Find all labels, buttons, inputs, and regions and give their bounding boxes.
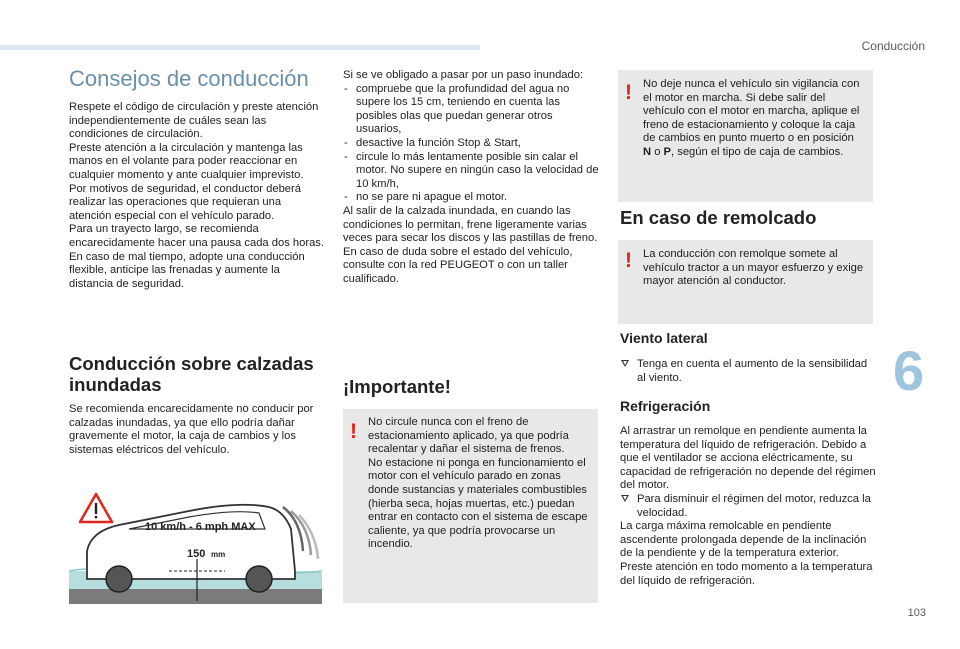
warning-text-part: No deje nunca el vehículo sin vigilancia con el motor en marcha. Si debe salir del vehículo con el motor en marcha, aplique el freno de estacionamiento y coloque la caja de cambios en punto muerto o en posición [643, 78, 860, 145]
after-flood-paragraph: Al salir de la calzada inundada, en cuando las condiciones lo permitan, frene ligeramente varias veces para secar los discos y las pastillas de freno. [343, 204, 598, 245]
page-title: Consejos de conducción [69, 66, 309, 91]
towing-heading: En caso de remolcado [620, 207, 817, 228]
warning-exclamation-icon: ! [625, 249, 632, 272]
depth-unit-label: mm [211, 550, 226, 559]
side-wind-text [620, 358, 876, 385]
list-item: - circule lo más lentamente posible sin calar el motor. No supere en ningún caso la velocidad de 10 km/h, [343, 151, 599, 192]
side-wind-list [620, 358, 876, 385]
rear-wheel [246, 566, 272, 592]
page-number: 103 [907, 607, 926, 619]
list-item: - desactive la función Stop & Start, [343, 137, 599, 151]
list-item: Para disminuir el régimen del motor, reduzca la velocidad. [620, 493, 876, 520]
section-title: Conducción [861, 39, 925, 53]
advice-paragraph: Por motivos de seguridad, el conductor deberá realizar las operaciones que requieran una atención especial con el vehículo parado. [69, 182, 301, 222]
flood-heading: Conducción sobre calzadas inundadas [69, 353, 314, 395]
important-warning-box [343, 409, 598, 603]
warning-paragraph: No estacione ni ponga en funcionamiento el motor con el vehículo parado en zonas donde sustancias y materiales combustibles (hierba seca, hojas muertas, etc.) puedan entrar en contacto con el sistema de escape caliente, ya que podría provocarse un incendio. [368, 456, 588, 551]
flooded-road-illustration [69, 491, 322, 604]
flood-intro: Si se ve obligado a pasar por un paso inundado: [343, 69, 584, 81]
cooling-heading: Refrigeración [620, 398, 711, 414]
warning-paragraph: No circule nunca con el freno de estacionamiento aplicado, ya que podría recalentar y dañar el sistema de frenos. [368, 416, 569, 456]
cooling-text [620, 425, 876, 588]
cooling-paragraph: Preste atención en todo momento a la temperatura del líquido de refrigeración. [620, 560, 873, 587]
speed-limit-label: 10 km/h - 6 mph MAX [145, 521, 256, 533]
flooded-road-svg [69, 491, 322, 604]
flood-procedure [343, 69, 599, 287]
advice-paragraph: Para un trayecto largo, se recomienda encarecidamente hacer una pausa cada dos horas. [69, 223, 324, 249]
side-wind-heading: Viento lateral [620, 330, 708, 346]
cooling-paragraph: La carga máxima remolcable en pendiente ascendente prolongada depende de la inclinación de la pendiente y de la temperatura exterior. [620, 520, 867, 560]
driving-advice-text [69, 101, 325, 291]
warning-text-part: o [651, 145, 664, 158]
list-item: Tenga en cuenta el aumento de la sensibilidad al viento. [620, 358, 876, 385]
gear-p-label: P [663, 145, 672, 158]
advice-paragraph: Respete el código de circulación y preste atención independientemente de cuáles sean las condiciones de circulación. [69, 101, 319, 141]
list-item: - compruebe que la profundidad del agua no supere los 15 cm, teniendo en cuenta las posibles olas que puedan generar otros usuarios, [343, 83, 599, 137]
warning-triangle-icon [80, 494, 112, 522]
advice-paragraph: Preste atención a la circulación y mantenga las manos en el volante para poder reaccionar en cualquier momento y ante cualquier imprevisto. [69, 141, 304, 181]
front-wheel [106, 566, 132, 592]
important-heading: ¡Importante! [343, 376, 451, 397]
warning-text: La conducción con remolque somete al vehículo tractor a un mayor esfuerzo y exige mayor atención al conductor. [643, 248, 864, 288]
road-surface [69, 589, 322, 604]
after-flood-paragraph: En caso de duda sobre el estado del vehículo, consulte con la red PEUGEOT o con un taller cualificado. [343, 245, 573, 285]
warning-exclamation-icon: ! [625, 81, 632, 104]
header-accent-bar [0, 45, 480, 50]
depth-value-label: 150 [187, 548, 206, 560]
towing-warning-box [618, 240, 873, 324]
warning-exclamation-icon: ! [350, 420, 357, 443]
warning-text [643, 78, 865, 160]
engine-running-warning-box [618, 70, 873, 202]
cooling-paragraph: Al arrastrar un remolque en pendiente aumenta la temperatura del líquido de refrigeración. Debido a que el ventilador se acciona eléctricamente, su capacidad de refrigeración no depende del régimen del motor. [620, 425, 876, 492]
list-item: - no se pare ni apague el motor. [343, 191, 599, 205]
advice-paragraph: En caso de mal tiempo, adopte una conducción flexible, anticipe las frenadas y aumente la distancia de seguridad. [69, 250, 305, 290]
flood-steps-list [343, 83, 599, 205]
cooling-list [620, 493, 876, 520]
flood-warning-text: Se recomienda encarecidamente no conducir por calzadas inundadas, ya que ello podría dañar gravemente el motor, la caja de cambios y los sistemas eléctricos del vehículo. [69, 403, 314, 456]
warning-text-part: , según el tipo de caja de cambios. [671, 145, 844, 158]
chapter-number: 6 [893, 339, 925, 402]
gear-n-label: N [643, 145, 652, 158]
warning-text [368, 416, 591, 552]
